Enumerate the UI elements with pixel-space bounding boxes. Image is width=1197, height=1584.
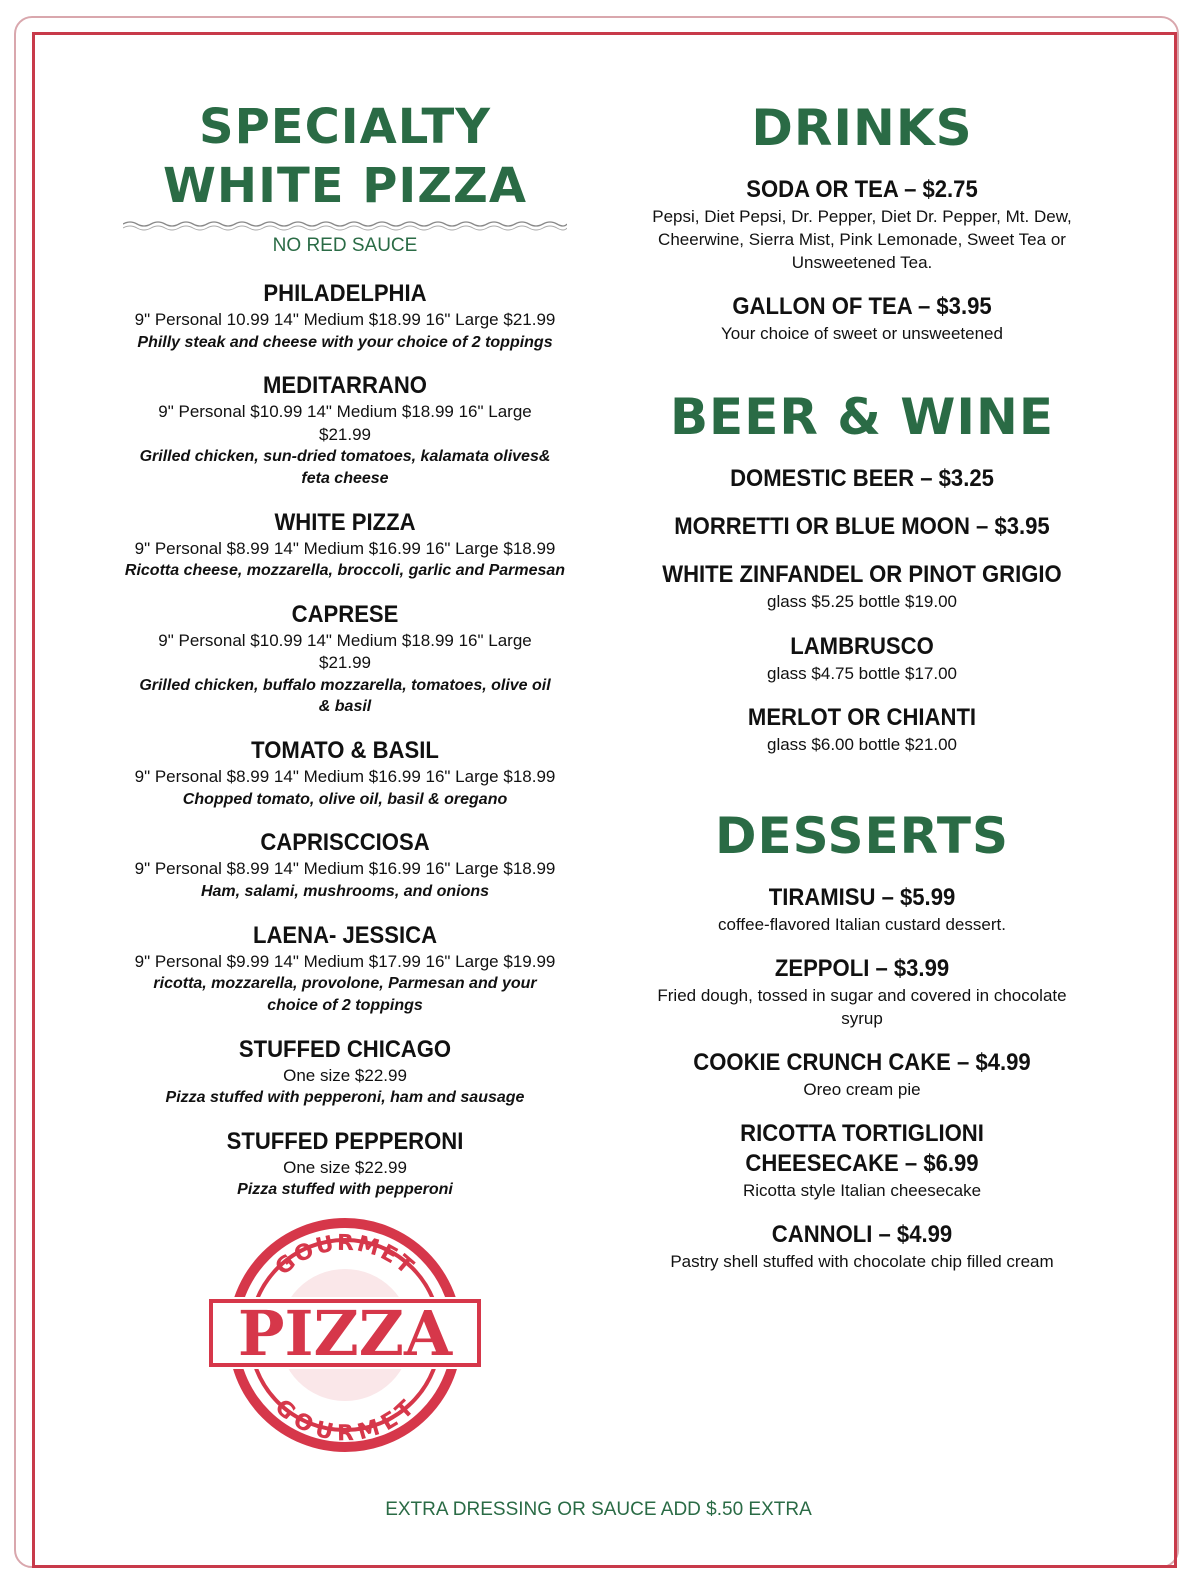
menu-item-gallon-tea (632, 292, 1092, 345)
item-name: WHITE ZINFANDEL OR PINOT GRIGIO (662, 561, 1062, 589)
wave-divider-icon (123, 219, 567, 233)
item-name: SODA OR TEA – $2.75 (746, 176, 978, 203)
menu-item-merlot-chianti (632, 703, 1092, 756)
item-name: PHILADELPHIA (263, 280, 427, 308)
section-title-specialty (115, 98, 575, 215)
menu-item-white-pizza (115, 508, 575, 582)
item-prices: One size $22.99 (283, 1065, 407, 1085)
item-description: coffee-flavored Italian custard dessert. (718, 914, 1006, 934)
item-name: CAPRISCCIOSA (260, 829, 430, 857)
menu-item-ricotta-cheesecake (632, 1119, 1092, 1202)
extra-dressing-note: EXTRA DRESSING OR SAUCE ADD $.50 EXTRA (385, 1499, 812, 1520)
item-name: CANNOLI – $4.99 (771, 1221, 953, 1249)
item-prices: 9" Personal $10.99 14" Medium $18.99 16" Large $21.99 (158, 402, 532, 444)
item-prices: 9" Personal $8.99 14" Medium $16.99 16" Large $18.99 (134, 767, 556, 787)
item-name: WHITE PIZZA (274, 508, 416, 536)
logo-bottom-text: GOURMET (269, 1394, 421, 1447)
menu-item-zeppoli (632, 954, 1092, 1030)
item-description: Pepsi, Diet Pepsi, Dr. Pepper, Diet Dr. Pepper, Mt. Dew, Cheerwine, Sierra Mist, Pink Lemonade, Sweet Tea or Unsweetened Tea. (652, 207, 1072, 273)
item-name: STUFFED CHICAGO (238, 1035, 452, 1063)
menu-item-cannoli (632, 1220, 1092, 1273)
menu-item-philadelphia (115, 279, 575, 353)
specialty-white-pizza-section (115, 98, 575, 1455)
item-description: Ricotta style Italian cheesecake (742, 1181, 982, 1201)
menu-item-morretti-blue-moon (632, 512, 1092, 542)
item-description: Fried dough, tossed in sugar and covered in chocolate syrup (657, 985, 1067, 1028)
menu-item-stuffed-chicago (115, 1035, 575, 1109)
item-name: STUFFED PEPPERONI (226, 1127, 464, 1155)
menu-item-white-zinfandel (632, 560, 1092, 613)
menu-item-capriscciosa (115, 828, 575, 902)
right-column (632, 98, 1092, 1273)
item-name: TIRAMISU – $5.99 (768, 883, 956, 911)
menu-item-lambrusco (632, 632, 1092, 685)
title-line-1: SPECIALTY (199, 99, 491, 155)
item-description: Pastry shell stuffed with chocolate chip filled cream (670, 1252, 1054, 1272)
menu-item-stuffed-pepperoni (115, 1127, 575, 1201)
title-line-2: WHITE PIZZA (162, 157, 527, 214)
item-description: Pizza stuffed with pepperoni, ham and sausage (165, 1088, 525, 1106)
item-description: Oreo cream pie (803, 1080, 921, 1100)
logo-main-text: PIZZA (237, 1296, 453, 1370)
menu-item-laena-jessica (115, 921, 575, 1017)
menu-item-caprese (115, 600, 575, 718)
item-name: ZEPPOLI – $3.99 (774, 954, 950, 982)
item-name: RICOTTA TORTIGLIONI CHEESECAKE – $6.99 (740, 1120, 984, 1178)
item-description: Pizza stuffed with pepperoni (237, 1181, 453, 1199)
item-name: MEDITARRANO (263, 372, 427, 400)
item-description: glass $6.00 bottle $21.00 (767, 734, 957, 754)
item-name: CAPRESE (291, 600, 399, 628)
menu-item-meditarrano (115, 371, 575, 489)
item-name: TOMATO & BASIL (251, 737, 439, 765)
item-description: glass $4.75 bottle $17.00 (767, 663, 957, 683)
no-red-sauce-note: NO RED SAUCE (272, 235, 418, 257)
item-prices: 9" Personal $8.99 14" Medium $16.99 16" Large $18.99 (134, 859, 556, 879)
item-name: LAMBRUSCO (790, 632, 934, 660)
gourmet-pizza-logo-icon (205, 1215, 485, 1455)
menu-item-tomato-basil (115, 736, 575, 810)
logo-top-text: GOURMET (270, 1230, 420, 1281)
menu-item-domestic-beer (632, 464, 1092, 494)
item-name: GALLON OF TEA – $3.95 (732, 293, 992, 321)
item-description: Ricotta cheese, mozzarella, broccoli, garlic and Parmesan (124, 562, 566, 580)
item-description: Ham, salami, mushrooms, and onions (200, 882, 490, 900)
item-name: LAENA- JESSICA (252, 921, 438, 949)
menu-item-soda-tea (632, 175, 1092, 274)
item-name: MORRETTI OR BLUE MOON – $3.95 (674, 513, 1050, 541)
item-name: COOKIE CRUNCH CAKE – $4.99 (693, 1049, 1031, 1077)
item-name: DOMESTIC BEER – $3.25 (730, 465, 994, 493)
section-title-beer-wine: BEER & WINE (669, 388, 1055, 447)
item-name: MERLOT OR CHIANTI (747, 703, 977, 731)
item-description: Grilled chicken, buffalo mozzarella, tomatoes, olive oil & basil (139, 676, 551, 716)
item-description: Grilled chicken, sun-dried tomatoes, kalamata olives& feta cheese (139, 448, 551, 487)
section-title-desserts: DESSERTS (715, 806, 1009, 865)
item-prices: 9" Personal $10.99 14" Medium $18.99 16" Large $21.99 (158, 630, 532, 673)
item-description: Philly steak and cheese with your choice of 2 toppings (137, 333, 553, 351)
item-prices: One size $22.99 (283, 1157, 407, 1177)
item-prices: 9" Personal $9.99 14" Medium $17.99 16" Large $19.99 (134, 951, 556, 971)
item-description: ricotta, mozzarella, provolone, Parmesan and your choice of 2 toppings (153, 975, 537, 1014)
item-prices: 9" Personal $8.99 14" Medium $16.99 16" Large $18.99 (134, 538, 556, 558)
menu-item-tiramisu (632, 883, 1092, 936)
menu-item-cookie-crunch-cake (632, 1048, 1092, 1101)
item-description: glass $5.25 bottle $19.00 (767, 592, 957, 612)
section-title-drinks: DRINKS (751, 99, 973, 157)
item-description: Your choice of sweet or unsweetened (721, 324, 1003, 344)
item-description: Chopped tomato, olive oil, basil & oregano (182, 790, 508, 808)
item-prices: 9" Personal 10.99 14" Medium $18.99 16" Large $21.99 (134, 310, 556, 330)
